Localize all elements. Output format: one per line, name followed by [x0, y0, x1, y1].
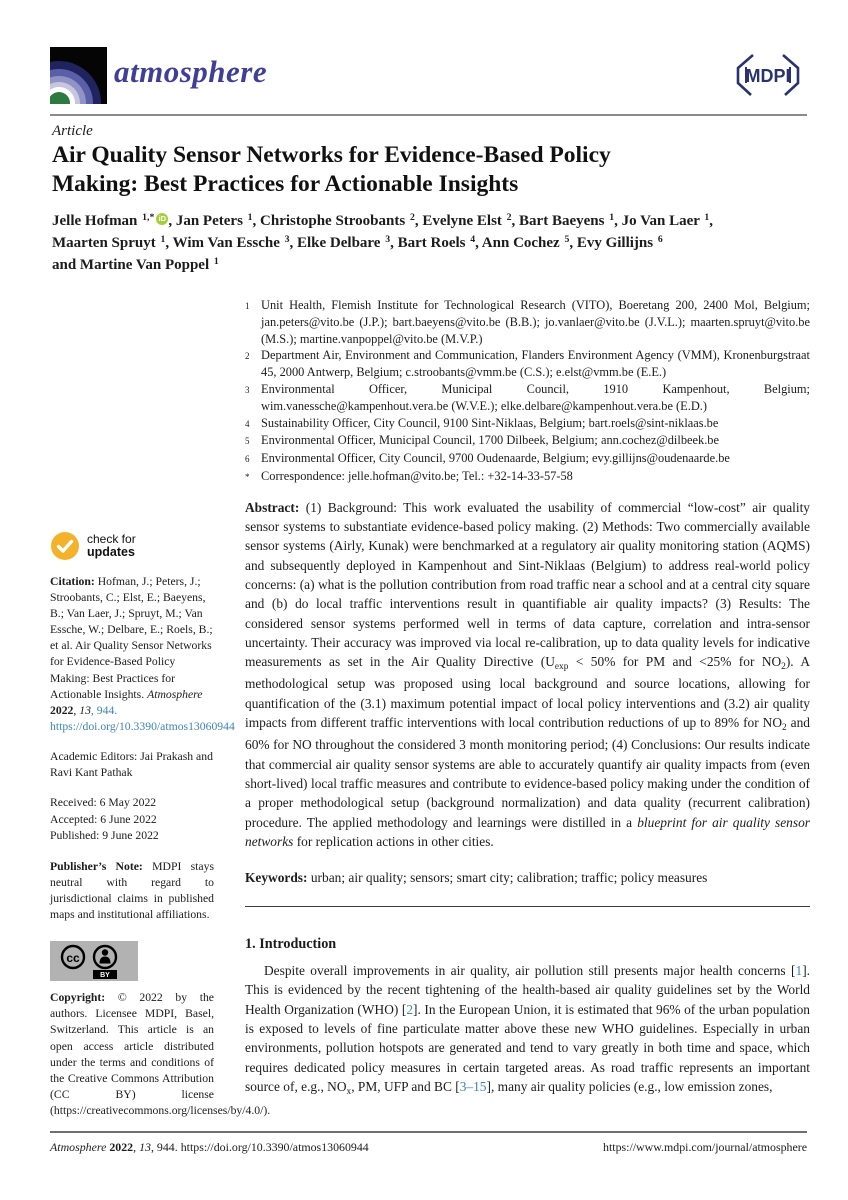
text-segment: 2 [409, 212, 415, 224]
text-segment: x [346, 1086, 352, 1097]
text-segment[interactable]: 1 [795, 963, 803, 979]
introduction-paragraph [245, 961, 810, 1099]
affiliation-number: 1 [245, 301, 250, 311]
text-segment: blueprint for air quality sensor networks [245, 814, 810, 849]
text-segment: < 50% for PM and <25% for NO [568, 654, 782, 670]
text-segment: 2 [781, 661, 786, 672]
affiliation-item [245, 381, 810, 415]
check-for-updates-badge[interactable] [50, 531, 162, 561]
atmosphere-journal-logo[interactable] [50, 47, 107, 104]
text-segment: 2 [506, 212, 512, 224]
text-segment: ). A methodological setup was proposed using local background and source locations, allowing for quantification of the (3.1) maximum potential impact of local policy interventions and (3.2) air quality impacts from different traffic interventions with local contribution reductions of up to 89% for NO [245, 654, 810, 731]
text-segment: 1,* [142, 212, 155, 224]
text-segment: , Evelyne Elst [414, 213, 506, 229]
keywords [245, 868, 810, 887]
affiliation-number: 5 [245, 436, 250, 447]
text-segment: 1 [704, 212, 710, 224]
text-segment[interactable]: 2 [406, 1001, 414, 1017]
svg-text:cc: cc [66, 951, 80, 966]
title-line-1: Air Quality Sensor Networks for Evidence-Based Policy [52, 142, 611, 168]
text-segment[interactable]: 3–15 [459, 1078, 487, 1094]
text-segment: and Martine Van Poppel [52, 257, 213, 273]
affiliation-text: Correspondence: jelle.hofman@vito.be; Tel.: +32-14-33-57-58 [261, 468, 573, 483]
academic-editors: Academic Editors: Jai Prakash and Ravi Kant Pathak [50, 749, 213, 780]
text-segment: 1 [160, 234, 166, 246]
text-segment: , Jan Peters [168, 213, 247, 229]
text-segment: , [73, 703, 80, 717]
text-segment: , Wim Van Essche [165, 235, 284, 251]
mdpi-logo[interactable] [730, 51, 806, 99]
cc-by-license-badge[interactable] [50, 941, 138, 981]
text-segment: Despite overall improvements in air quality, air pollution still presents major health concerns [ [264, 963, 796, 979]
accepted-date: Accepted: 6 June 2022 [50, 812, 157, 826]
affiliation-number: * [245, 471, 250, 482]
text-segment: 6 [657, 234, 663, 246]
text-segment: for replication actions in other cities. [293, 833, 494, 849]
text-segment: urban; air quality; sensors; smart city; calibration; traffic; policy measures [310, 870, 708, 886]
text-segment: , Elke Delbare [289, 235, 385, 251]
text-segment: 2022 [50, 703, 74, 717]
affiliation-text: Environmental Officer, Municipal Council, 1700 Dilbeek, Belgium; ann.cochez@dilbeek.be [261, 433, 719, 448]
affiliation-number: 3 [245, 384, 250, 395]
header-divider [50, 114, 807, 116]
text-segment: 1 [609, 212, 615, 224]
text-segment: , [133, 1140, 140, 1154]
text-segment: Abstract: [245, 499, 306, 515]
text-segment: , PM, UFP and BC [ [351, 1078, 460, 1094]
affiliation-text: Unit Health, Flemish Institute for Technological Research (VITO), Boeretang 200, 2400 Mol, Belgium; jan.peters@vito.be (J.P.); bart.baeyens@vito.be (B.B.); jo.vanlaer@vito.be (J.V.L.); maarten.spruyt@vito.be (M.S.); martine.vanpoppel@vito.be (M.V.P.) [261, 298, 810, 346]
text-segment: , Evy Gillijns [569, 235, 657, 251]
affiliation-number: 2 [245, 351, 250, 362]
footer-journal-url[interactable]: https://www.mdpi.com/journal/atmosphere [603, 1140, 807, 1154]
published-date: Published: 9 June 2022 [50, 829, 159, 843]
journal-name: atmosphere [114, 54, 268, 89]
text-segment: Publisher’s Note: [50, 859, 153, 873]
affiliation-item [245, 415, 810, 433]
section-heading-introduction: 1. Introduction [245, 936, 337, 953]
text-segment: Maarten Spruyt [52, 235, 160, 251]
affiliation-item [245, 432, 810, 450]
cc-by-label: BY [100, 972, 110, 980]
text-segment: 5 [564, 234, 570, 246]
text-segment: exp [554, 661, 569, 672]
footer-divider [50, 1131, 807, 1133]
check-icon [50, 531, 80, 561]
article-type-label: Article [52, 123, 93, 139]
affiliation-text: Environmental Officer, City Council, 9700 Oudenaarde, Belgium; evy.gillijns@oudenaarde.be [261, 451, 730, 466]
text-segment: Citation: [50, 575, 98, 588]
text-segment[interactable]: , 944. https://doi.org/10.3390/atmos13060944 [50, 703, 235, 733]
text-segment: Hofman, J.; Peters, J.; Stroobants, C.; Elst, E.; Baeyens, B.; Van Laer, J.; Spruyt, M.; Van Essche, W.; Delbare, E.; Roels, B.; et al. Air Quality Sensor Networks for Evidence-Based Policy Making: Best Practices for Actionable Insights. [50, 575, 213, 701]
citation-block [50, 574, 235, 735]
affiliation-item [245, 297, 810, 347]
affiliation-text: Department Air, Environment and Communication, Flanders Environment Agency (VMM), Kronenburgstraat 45, 2000 Antwerp, Belgium; c.stroobants@vmm.be (C.S.); e.elst@vmm.be (E.E.) [261, 348, 810, 380]
text-segment: MDPI stays neutral with regard to jurisdictional claims in published maps and institutional affiliations. [50, 859, 214, 922]
section-divider [245, 906, 810, 907]
article-dates [50, 795, 214, 845]
text-segment: and 60% for NO throughout the considered 3 month monitoring period; (4) Conclusions: Our results indicate that commercial air quality sensor systems are able to accurately quantify air quality impacts from (even short-lived) local traffic measures and contribute to evidence-based policy making under the condition of a proper methodological setup (background normalization) and data quality (recurrent calibration) procedure. The applied methodology and learnings were distilled in a [245, 715, 810, 830]
affiliation-text: Sustainability Officer, City Council, 9100 Sint-Niklaas, Belgium; bart.roels@sint-niklaas.be [261, 415, 719, 430]
text-segment: 1 [213, 256, 219, 268]
text-segment: , Bart Roels [390, 235, 470, 251]
title-line-2: Making: Best Practices for Actionable Insights [52, 170, 519, 197]
text-segment: 3 [284, 234, 290, 246]
text-segment: , Jo Van Laer [614, 213, 704, 229]
affiliation-number: 6 [245, 454, 250, 465]
affiliation-number: 4 [245, 418, 250, 429]
mdpi-logo-icon [730, 51, 806, 99]
left-sidebar [50, 531, 271, 1119]
affiliation-item [245, 468, 810, 486]
text-segment: (1) Background: This work evaluated the usability of commercial “low-cost” air quality sensor systems to substantiate evidence-based policy making. (2) Methods: Two commercially available sensor systems (Airly, Kunak) were benchmarked at a regulatory air quality monitoring station (AQMS) and subsequently deployed in Kampenhout and Sint-Niklaas (Belgium) to address real-world policy concerns: (a) what is the pollution contribution from road traffic near a school and at a central city square and (b) do local traffic interventions result in quantifiable air quality impacts? (3) Results: The considered sensor systems performed well in terms of data capture, correlation and intra-sensor uncertainty. Their accuracy was improved via local re-calibration, up to data quality levels for indicative measurements as set in the Air Quality Directive (U [245, 499, 810, 670]
affiliation-item [245, 347, 810, 381]
text-segment: Keywords: [245, 870, 311, 886]
publisher-note [50, 859, 214, 923]
text-segment: Copyright: [50, 991, 118, 1005]
affiliation-item [245, 450, 810, 468]
text-segment: Atmosphere [147, 687, 203, 701]
text-segment: , [709, 213, 714, 229]
text-segment: , 944. https://doi.org/10.3390/atmos13060944 [150, 1140, 369, 1154]
text-segment: Jelle Hofman [52, 213, 142, 229]
orcid-icon[interactable]: iD [156, 213, 168, 225]
text-segment: 2 [782, 722, 787, 733]
text-segment: 3 [385, 234, 391, 246]
text-segment: ]. This is evidenced by the recent tightening of the health-based air quality guidelines set by the World Health Organization (WHO) [ [245, 963, 810, 1017]
author-line [52, 233, 742, 255]
main-column [245, 297, 810, 1099]
page-title [52, 141, 752, 198]
received-date: Received: 6 May 2022 [50, 796, 157, 810]
text-segment: ], many air quality policies (e.g., low emission zones, [486, 1078, 773, 1094]
author-line [52, 211, 742, 233]
svg-text:MDPI: MDPI [745, 66, 791, 86]
affiliation-list [245, 297, 810, 486]
text-segment: 1 [247, 212, 253, 224]
text-segment: , Ann Cochez [475, 235, 564, 251]
affiliation-text: Environmental Officer, Municipal Council, 1910 Kampenhout, Belgium; wim.vanessche@kampenhout.vera.be (W.V.E.); elke.delbare@kampenhout.vera.be (E.D.) [261, 381, 810, 413]
copyright-block [50, 990, 271, 1119]
text-segment: © 2022 by the authors. Licensee MDPI, Basel, Switzerland. This article is an open access article distributed under the terms and conditions of the Creative Commons Attribution (CC BY) license (https://creativecommons.org/licenses/by/4.0/). [50, 991, 271, 1117]
author-line [52, 255, 742, 277]
atmosphere-logo-icon [50, 47, 107, 104]
text-segment: 4 [470, 234, 476, 246]
check-for-updates-label: check for updates [87, 531, 136, 559]
text-segment: ]. In the European Union, it is estimated that 96% of the urban population is exposed to levels of fine particulate matter above these new WHO guidelines. Especially in urban environments, pollution hotspots are generated and tend to vary greatly in both time and space, which requires dedicated policy measures in certain targeted areas. As road traffic represents an important source of, e.g., NO [245, 1001, 810, 1094]
text-segment: Atmosphere [50, 1140, 110, 1154]
text-segment: 13 [79, 703, 91, 717]
text-segment: , Christophe Stroobants [252, 213, 409, 229]
text-segment: 13 [139, 1140, 151, 1154]
abstract [245, 498, 810, 851]
author-list [52, 211, 742, 277]
text-segment: , Bart Baeyens [511, 213, 609, 229]
text-segment: 2022 [109, 1140, 134, 1154]
